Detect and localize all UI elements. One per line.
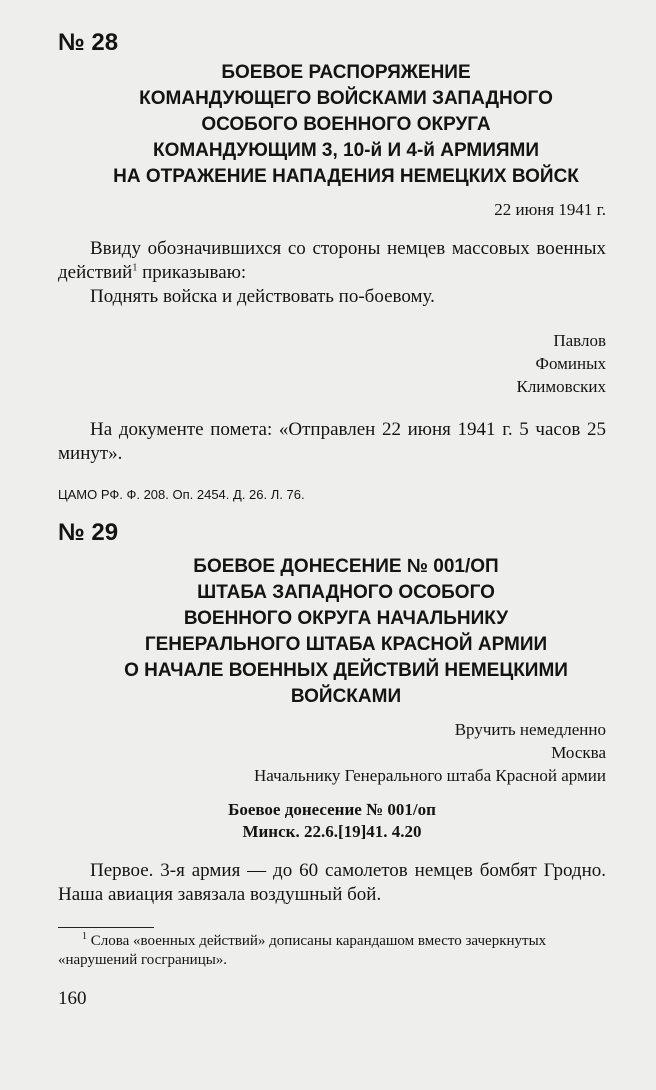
document-29 (58, 518, 606, 907)
report-paragraph: Первое. 3-я армия — до 60 самолетов немцев бомбят Гродно. Наша авиация завязала воздушный бой. (58, 860, 606, 905)
title-line: НА ОТРАЖЕНИЕ НАПАДЕНИЯ НЕМЕЦКИХ ВОЙСК (113, 166, 579, 187)
title-line: КОМАНДУЮЩЕГО ВОЙСКАМИ ЗАПАДНОГО (139, 88, 553, 109)
title-line: БОЕВОЕ РАСПОРЯЖЕНИЕ (221, 62, 471, 83)
document-28 (58, 28, 606, 504)
footnote-divider (58, 927, 154, 928)
report-place-date: Минск. 22.6.[19]41. 4.20 (242, 822, 422, 841)
archive-source: ЦАМО РФ. Ф. 208. Оп. 2454. Д. 26. Л. 76. (58, 487, 305, 502)
document-number: № 29 (58, 519, 119, 546)
report-heading (58, 799, 606, 843)
report-number: Боевое донесение № 001/оп (228, 800, 436, 819)
title-line: ВОЙСКАМИ (290, 686, 402, 707)
order-text-end: приказываю: (137, 262, 247, 283)
signature: Климовских (516, 377, 606, 396)
document-number: № 28 (58, 29, 119, 56)
title-line: ГЕНЕРАЛЬНОГО ШТАБА КРАСНОЙ АРМИИ (144, 634, 548, 655)
address-line: Москва (551, 743, 606, 762)
order-command: Поднять войска и действовать по-боевому. (90, 286, 435, 307)
address-block (58, 718, 606, 787)
document-title (58, 60, 606, 190)
signature: Фоминых (535, 354, 606, 373)
order-text: Ввиду обозначившихся со стороны немцев массовых военных действий (58, 238, 606, 283)
page (58, 28, 606, 1010)
signatures (58, 329, 606, 398)
footnote (58, 932, 606, 970)
title-line: ШТАБА ЗАПАДНОГО ОСОБОГО (197, 582, 495, 603)
title-line: КОМАНДУЮЩИМ 3, 10-й И 4-й АРМИЯМИ (152, 140, 540, 161)
title-line: О НАЧАЛЕ ВОЕННЫХ ДЕЙСТВИЙ НЕМЕЦКИМИ (124, 660, 568, 681)
document-note: На документе помета: «Отправлен 22 июня 1941 г. 5 часов 25 минут». (58, 419, 606, 464)
signature: Павлов (553, 331, 606, 350)
footnote-text: Слова «военных действий» дописаны карандашом вместо зачеркнутых «нарушений госграницы». (58, 933, 547, 968)
address-line: Вручить немедленно (454, 720, 606, 739)
footnote-ref: 1 (132, 262, 138, 274)
document-date: 22 июня 1941 г. (494, 200, 606, 219)
page-number: 160 (58, 988, 87, 1009)
footnote-mark: 1 (82, 931, 87, 942)
document-title (58, 554, 606, 710)
title-line: ВОЕННОГО ОКРУГА НАЧАЛЬНИКУ (183, 608, 509, 629)
order-paragraph (58, 237, 606, 285)
title-line: БОЕВОЕ ДОНЕСЕНИЕ № 001/ОП (193, 556, 499, 577)
title-line: ОСОБОГО ВОЕННОГО ОКРУГА (201, 114, 491, 135)
address-line: Начальнику Генерального штаба Красной армии (254, 766, 606, 785)
